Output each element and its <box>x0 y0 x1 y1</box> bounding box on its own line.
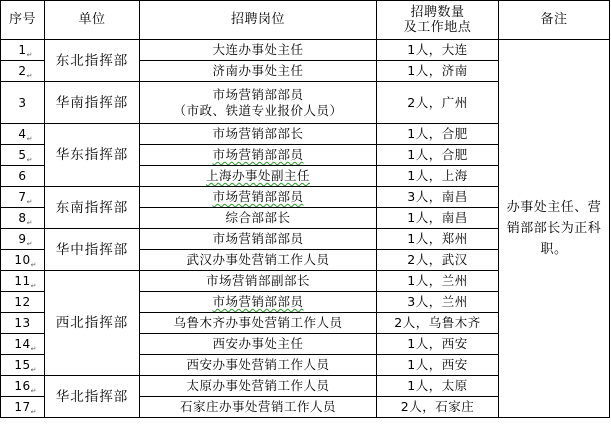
row-index: 17 ↵ <box>1 397 45 418</box>
row-index: 7 ↵ <box>1 187 45 208</box>
count-cell: 2人，广州 <box>377 82 499 124</box>
position-cell: 市场营销部部员 <box>140 292 377 313</box>
position-cell: 太原办事处营销工作人员 <box>140 376 377 397</box>
header-count-line1: 招聘数量 <box>410 5 465 20</box>
count-cell: 1人，西安 <box>377 334 499 355</box>
position-cell: 市场营销部部员 <box>140 187 377 208</box>
row-index: 4 ↵ <box>1 124 45 145</box>
position-line1: 市场营销部部员 <box>212 86 304 102</box>
position-cell: 市场营销部副部长 <box>140 271 377 292</box>
header-position: 招聘岗位 <box>140 1 377 40</box>
unit-cell: 华东指挥部 <box>45 124 140 187</box>
row-index: 15 ↵ <box>1 355 45 376</box>
position-line2: （市政、铁道专业报价人员） <box>173 102 343 118</box>
count-cell: 1人，济南 <box>377 61 499 82</box>
row-index: 8 ↵ <box>1 208 45 229</box>
header-count-location <box>377 1 499 40</box>
position-cell: 武汉办事处营销工作人员 <box>140 250 377 271</box>
row-index: 6 <box>1 166 45 187</box>
note-cell: 办事处主任、营销部部长为正科职。 <box>499 40 610 418</box>
position-cell: 市场营销部部员 <box>140 145 377 166</box>
unit-cell: 华南指挥部 <box>45 82 140 124</box>
unit-cell: 西北指挥部 <box>45 271 140 376</box>
count-cell: 1人，兰州 <box>377 271 499 292</box>
row-index: 1 ↵ <box>1 40 45 61</box>
count-cell: 1人，西安 <box>377 355 499 376</box>
row-index: 13 <box>1 313 45 334</box>
row-index: 5 ↵ <box>1 145 45 166</box>
row-index: 12 <box>1 292 45 313</box>
row-index: 11 ↵ <box>1 271 45 292</box>
row-index: 9 ↵ <box>1 229 45 250</box>
header-note: 备注 <box>499 1 610 40</box>
position-cell: 市场营销部部长 <box>140 124 377 145</box>
count-cell: 1人，合肥 <box>377 145 499 166</box>
count-cell: 2人，武汉 <box>377 250 499 271</box>
count-cell: 1人，太原 <box>377 376 499 397</box>
count-cell: 1人，合肥 <box>377 124 499 145</box>
row-index: 14 ↵ <box>1 334 45 355</box>
position-cell: 西安办事处营销工作人员 <box>140 355 377 376</box>
header-index: 序号 <box>1 1 45 40</box>
row-index: 10 ↵ <box>1 250 45 271</box>
position-cell: 西安办事处主任 <box>140 334 377 355</box>
position-cell: 乌鲁木齐办事处营销工作人员 <box>140 313 377 334</box>
position-cell <box>140 82 377 124</box>
count-cell: 2人，乌鲁木齐 <box>377 313 499 334</box>
count-cell: 1人，南昌 <box>377 208 499 229</box>
row-index: 16 ↵ <box>1 376 45 397</box>
row-index: 3 <box>1 82 45 124</box>
count-cell: 1人，上海 <box>377 166 499 187</box>
count-cell: 3人，南昌 <box>377 187 499 208</box>
unit-cell: 东南指挥部 <box>45 187 140 229</box>
position-cell: 市场营销部部员 <box>140 229 377 250</box>
position-cell: 石家庄办事处营销工作人员 <box>140 397 377 418</box>
position-cell: 上海办事处副主任 <box>140 166 377 187</box>
count-cell: 3人，兰州 <box>377 292 499 313</box>
count-cell: 1人，大连 <box>377 40 499 61</box>
row-index: 2 ↵ <box>1 61 45 82</box>
header-count-line2: 及工作地点 <box>403 20 472 35</box>
position-cell: 济南办事处主任 <box>140 61 377 82</box>
header-unit: 单位 <box>45 1 140 40</box>
unit-cell: 华北指挥部 <box>45 376 140 418</box>
unit-cell: 华中指挥部 <box>45 229 140 271</box>
count-cell: 2人，石家庄 <box>377 397 499 418</box>
position-cell: 综合部部长 <box>140 208 377 229</box>
position-cell: 大连办事处主任 <box>140 40 377 61</box>
unit-cell: 东北指挥部 <box>45 40 140 82</box>
count-cell: 1人，郑州 <box>377 229 499 250</box>
